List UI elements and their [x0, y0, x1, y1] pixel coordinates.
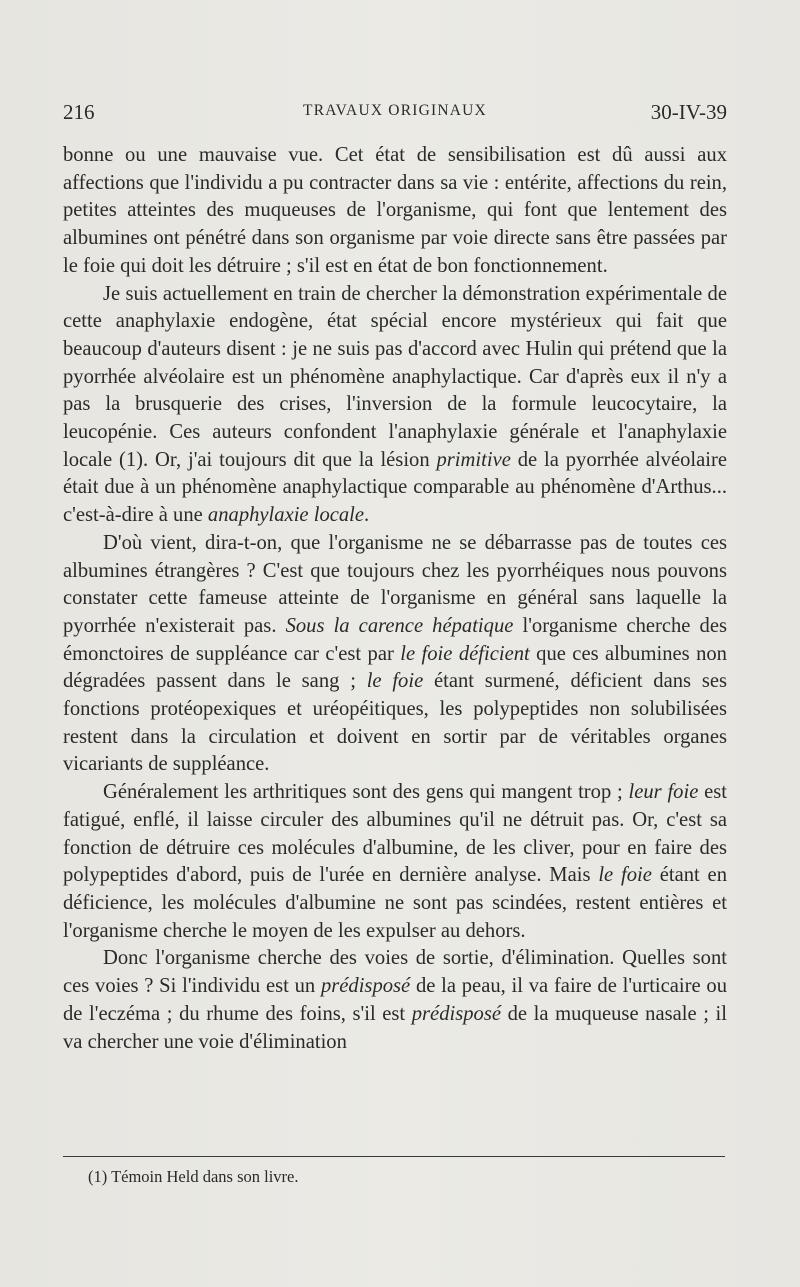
issue-date: 30-IV-39: [650, 100, 727, 124]
running-header: [63, 100, 727, 130]
italic-phrase: leur foie: [628, 781, 699, 804]
page-number: 216: [63, 100, 95, 124]
paragraph-3: [63, 530, 727, 779]
text-run: Donc l'organisme cherche des voies de sortie, d'élimination. Quelles sont ces voies ? Si l'individu est un: [63, 947, 727, 998]
running-title: TRAVAUX ORIGINAUX: [303, 102, 487, 119]
paragraph-2: [63, 281, 727, 530]
paragraph-4: [63, 779, 727, 945]
text-run: bonne ou une mauvaise vue. Cet état de sensibilisation est dû aussi aux affections que l'individu a pu contracter dans sa vie : entérite, affections du rein, petites atteintes des muqueuses de l'organisme, qui font que lentement des albumines ont pénétré dans son organisme par voie directe sans être passées par le foie qui doit les détruire ; s'il est en état de bon fonctionnement.: [63, 144, 727, 277]
body-text: [63, 142, 727, 1056]
text-run: étant en déficience, les molécules d'albumine ne sont pas scindées, restent entières et l'organisme cherche le moyen de les expulser au dehors.: [63, 864, 727, 942]
text-run: l'organisme cherche des émonctoires de suppléance car c'est par: [63, 614, 727, 665]
paragraph-1: [63, 142, 727, 281]
footnote-rule: [63, 1156, 725, 1157]
paragraph-5: [63, 945, 727, 1056]
italic-phrase: le foie: [366, 670, 424, 693]
text-run: Généralement les arthritiques sont des gens qui mangent trop ;: [103, 781, 629, 804]
italic-phrase: primitive: [436, 448, 511, 471]
italic-phrase: prédisposé: [411, 1002, 501, 1025]
text-run: que ces albumines non dégradées passent dans le sang ;: [63, 642, 727, 693]
text-run: de la peau, il va faire de l'urticaire ou de l'eczéma ; du rhume des foins, s'il est: [63, 975, 728, 1025]
italic-phrase: prédisposé: [320, 975, 411, 998]
italic-phrase: anaphylaxie locale: [207, 504, 365, 527]
text-run: D'où vient, dira-t-on, que l'organisme ne se débarrasse pas de toutes ces albumines étrangères ? C'est que toujours chez les pyorrhéiques nous pouvons constater cette fameuse atteinte de l'organisme en général sans laquelle la pyorrhée n'existerait pas.: [63, 531, 727, 637]
footnote: (1) Témoin Held dans son livre.: [88, 1167, 299, 1186]
text-run: Je suis actuellement en train de chercher la démonstration expérimentale de cette anaphylaxie endogène, état spécial encore mystérieux qui fait que beaucoup d'auteurs disent : je ne suis pas d'accord avec Hulin qui prétend que la pyorrhée alvéolaire est un phénomène anaphylactique. Car d'après eux il n'y a pas la brusquerie des crises, l'inversion de la formule leucocytaire, la leucopénie. Ces auteurs confondent l'anaphylaxie générale et l'anaphylaxie locale (1). Or, j'ai toujours dit que la lésion: [63, 282, 727, 471]
text-run: de la muqueuse nasale ; il va chercher une voie d'élimination: [63, 1002, 728, 1053]
italic-phrase: Sous la carence hépatique: [285, 614, 514, 637]
italic-phrase: le foie déficient: [400, 642, 530, 665]
italic-phrase: le foie: [598, 864, 652, 887]
text-run: .: [364, 504, 370, 527]
text-run: étant surmené, déficient dans ses fonctions protéopexiques et uréopéitiques, les polypeptides non solubilisées restent dans la circulation et doivent en sortir par de véritables organes vicariants de suppléance.: [63, 670, 727, 776]
text-run: est fatigué, enflé, il laisse circuler des albumines qu'il ne détruit pas. Or, c'est sa fonction de détruire ces molécules d'albumine, de les cliver, pour en faire des polypeptides d'abord, puis de l'urée en dernière analyse. Mais: [63, 781, 727, 887]
text-run: de la pyorrhée alvéolaire était due à un phénomène anaphylactique comparable au phénomène d'Arthus... c'est-à-dire à une: [63, 448, 727, 527]
